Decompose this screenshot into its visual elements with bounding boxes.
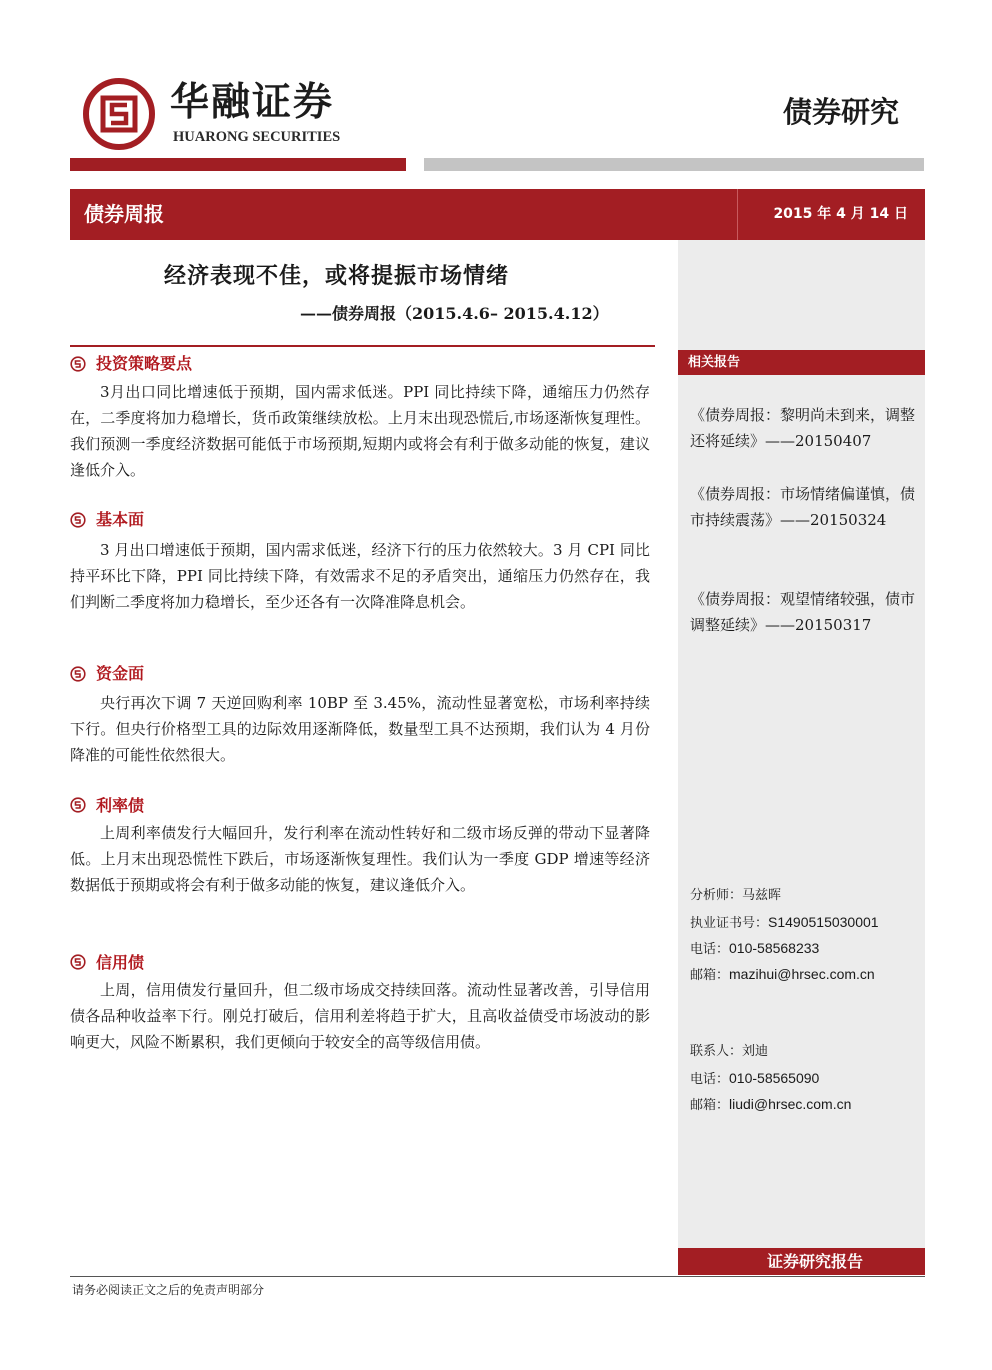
report-category: 债券研究 xyxy=(782,95,899,129)
report-type-label: 证券研究报告 xyxy=(766,1252,863,1271)
footer-divider xyxy=(70,1276,925,1277)
section-bullet-icon xyxy=(70,512,86,528)
section-bullet-icon xyxy=(70,356,86,372)
section-text-strategy: 3月出口同比增速低于预期，国内需求低迷。PPI 同比持续下降，通缩压力仍然存在，二季度将加力稳增长，货币政策继续放松。上月末出现恐慌后,市场逐渐恢复理性。我们预测一季度经济数据可能低于市场预期,短期内或将会有利于做多动能的恢复，建议逢低介入。 xyxy=(70,383,650,479)
analyst-phone-label: 电话： xyxy=(690,942,730,957)
analyst-phone: 010-58568233 xyxy=(729,940,820,956)
contact-name-label: 联系人： xyxy=(690,1044,743,1059)
related-reports-header xyxy=(678,350,925,375)
section-text-rate-bonds: 上周利率债发行大幅回升，发行利率在流动性转好和二级市场反弹的带动下显著降低。上月末出现恐慌性下跌后，市场逐渐恢复理性。我们认为一季度 GDP 增速等经济数据低于预期或将会有利于做多动能的恢复，建议逢低介入。 xyxy=(70,824,650,894)
analyst-name-row xyxy=(690,883,781,909)
section-text-fundamentals: 3 月出口增速低于预期，国内需求低迷，经济下行的压力依然较大。3 月 CPI 同比持平环比下降，PPI 同比持续下降，有效需求不足的矛盾突出，通缩压力仍然存在，我们判断二季度将加力稳增长，至少还各有一次降准降息机会。 xyxy=(70,541,650,611)
report-date: 2015 年 4 月 14 日 xyxy=(773,206,908,222)
huarong-logo-icon xyxy=(83,78,155,150)
analyst-phone-row xyxy=(690,935,819,963)
sidebar-footer xyxy=(678,1248,925,1275)
analyst-cert-label: 执业证书号： xyxy=(690,916,769,931)
contact-email[interactable]: liudi@hrsec.com.cn xyxy=(729,1096,852,1112)
contact-phone-label: 电话： xyxy=(690,1072,730,1087)
contact-email-label: 邮箱： xyxy=(690,1098,730,1113)
analyst-email-label: 邮箱： xyxy=(690,968,730,983)
section-title-liquidity: 资金面 xyxy=(96,664,145,683)
section-title-strategy: 投资策略要点 xyxy=(96,354,193,373)
section-text-liquidity: 央行再次下调 7 天逆回购利率 10BP 至 3.45%，流动性显著宽松，市场利率持续下行。但央行价格型工具的边际效用逐渐降低，数量型工具不达预期，我们认为 4 月份降准的可能性依然很大。 xyxy=(70,694,650,764)
section-title-rate-bonds: 利率债 xyxy=(96,796,145,815)
section-text-credit-bonds: 上周，信用债发行量回升，但二级市场成交持续回落。流动性显著改善，引导信用债各品种收益率下行。刚兑打破后，信用利差将趋于扩大，且高收益债受市场波动的影响更大，风险不断累积，我们更倾向于较安全的高等级信用债。 xyxy=(70,981,650,1051)
contact-phone-row xyxy=(690,1065,819,1093)
section-title-fundamentals: 基本面 xyxy=(96,510,145,529)
contact-name-row xyxy=(690,1039,768,1065)
contact-email-row xyxy=(690,1091,851,1119)
analyst-email-row xyxy=(690,961,875,989)
brand-name-cn: 华融证券 xyxy=(170,80,335,125)
contact-phone: 010-58565090 xyxy=(729,1070,820,1086)
section-bullet-icon xyxy=(70,797,86,813)
section-bullet-icon xyxy=(70,954,86,970)
title-divider xyxy=(70,345,655,347)
section-title-credit-bonds: 信用债 xyxy=(96,953,145,972)
related-report-link[interactable]: 《债券周报：观望情绪较强，债市调整延续》——20150317 xyxy=(690,590,916,634)
banner-divider xyxy=(737,189,738,240)
analyst-name-label: 分析师： xyxy=(690,888,743,903)
section-bullet-icon xyxy=(70,666,86,682)
header-rule-red xyxy=(70,158,406,171)
analyst-email[interactable]: mazihui@hrsec.com.cn xyxy=(729,966,875,982)
banner-title: 债券周报 xyxy=(84,202,164,226)
contact-name: 刘迪 xyxy=(742,1044,769,1059)
related-report-link[interactable]: 《债券周报：市场情绪偏谨慎，债市持续震荡》——20150324 xyxy=(690,485,916,529)
brand-name-en: HUARONG SECURITIES xyxy=(173,129,341,145)
report-title: 经济表现不佳，或将提振市场情绪 xyxy=(164,263,510,289)
disclaimer-note: 请务必阅读正文之后的免责声明部分 xyxy=(72,1283,265,1297)
report-subtitle: ——债券周报（2015.4.6– 2015.4.12） xyxy=(300,304,609,323)
analyst-cert-row xyxy=(690,909,879,937)
analyst-cert: S1490515030001 xyxy=(768,914,879,930)
header-rule-grey xyxy=(424,158,924,171)
related-report-link[interactable]: 《债券周报：黎明尚未到来，调整还将延续》——20150407 xyxy=(690,406,916,450)
analyst-name: 马兹晖 xyxy=(742,888,782,903)
related-reports-title: 相关报告 xyxy=(688,355,741,370)
